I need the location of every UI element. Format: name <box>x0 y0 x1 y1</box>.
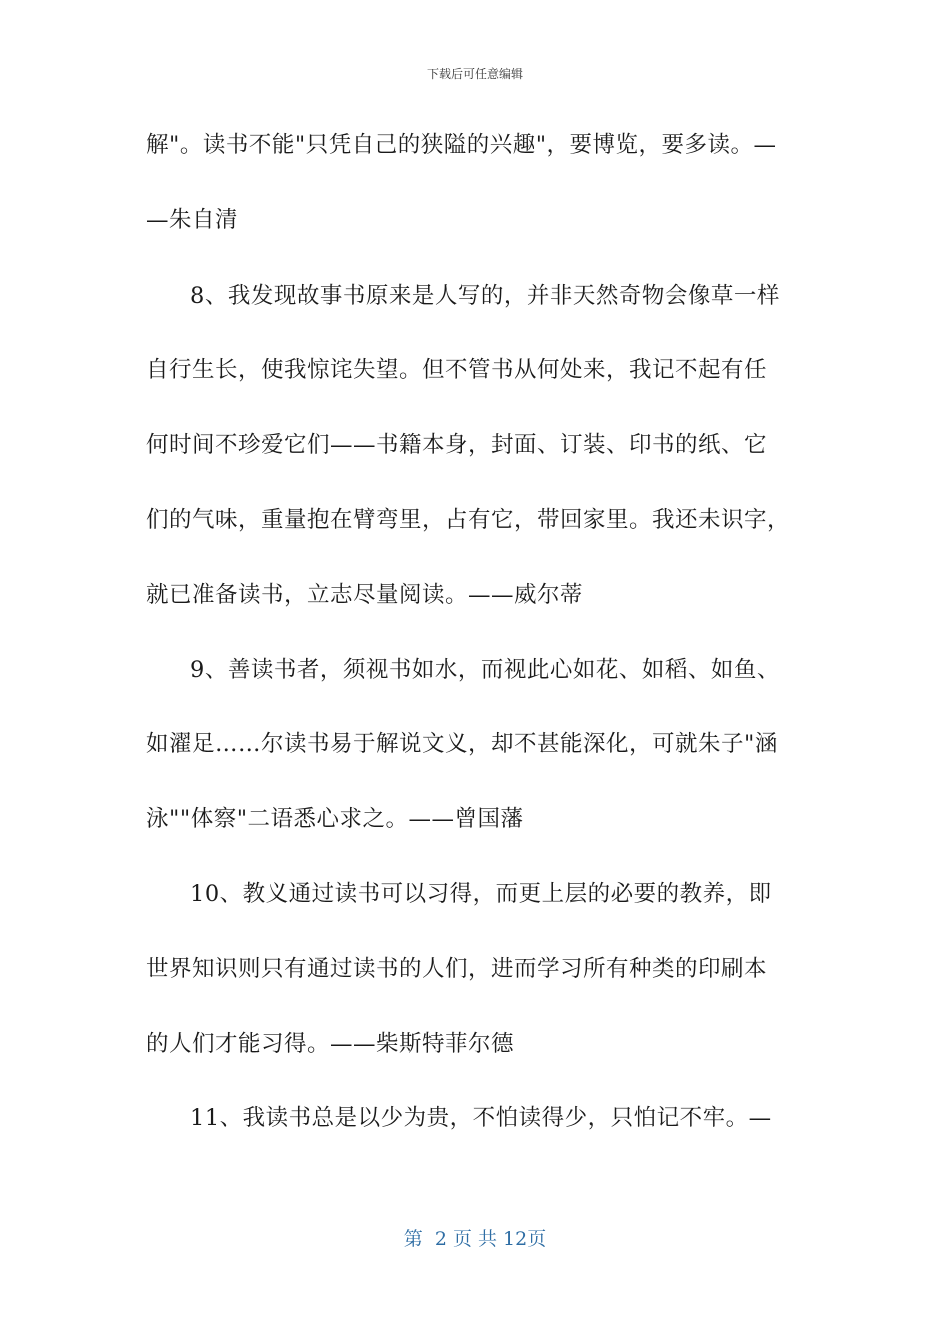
text-line: 自行生长，使我惊诧失望。但不管书从何处来，我记不起有任 <box>146 357 768 383</box>
text-line: 泳""体察"二语悉心求之。——曾国藩 <box>146 806 524 832</box>
text-line: 8、我发现故事书原来是人写的，并非天然奇物会像草一样 <box>190 283 780 309</box>
text-line: 何时间不珍爱它们——书籍本身，封面、订装、印书的纸、它 <box>146 432 768 458</box>
page-number-text: 第 2 页 共 12页 <box>403 1228 547 1250</box>
text-line: 世界知识则只有通过读书的人们，进而学习所有种类的印刷本 <box>146 956 768 982</box>
page-header: 下载后可任意编辑 <box>426 67 523 81</box>
text-line: 11、我读书总是以少为贵，不怕读得少，只怕记不牢。— <box>190 1105 772 1131</box>
text-line: 10、教义通过读书可以习得，而更上层的必要的教养，即 <box>190 881 772 907</box>
text-line: 就已准备读书，立志尽量阅读。——威尔蒂 <box>146 582 584 608</box>
text-line: 如濯足……尔读书易于解说文义，却不甚能深化，可就朱子"涵 <box>146 731 778 757</box>
text-line: 9、善读书者，须视书如水，而视此心如花、如稻、如鱼、 <box>190 657 780 683</box>
text-line: —朱自清 <box>146 207 239 233</box>
page-number <box>0 1226 950 1252</box>
text-line: 们的气味，重量抱在臂弯里，占有它，带回家里。我还未识字， <box>146 507 791 533</box>
text-line: 的人们才能习得。——柴斯特菲尔德 <box>146 1031 515 1057</box>
text-line: 解"。读书不能"只凭自己的狭隘的兴趣"，要博览，要多读。— <box>146 132 777 158</box>
